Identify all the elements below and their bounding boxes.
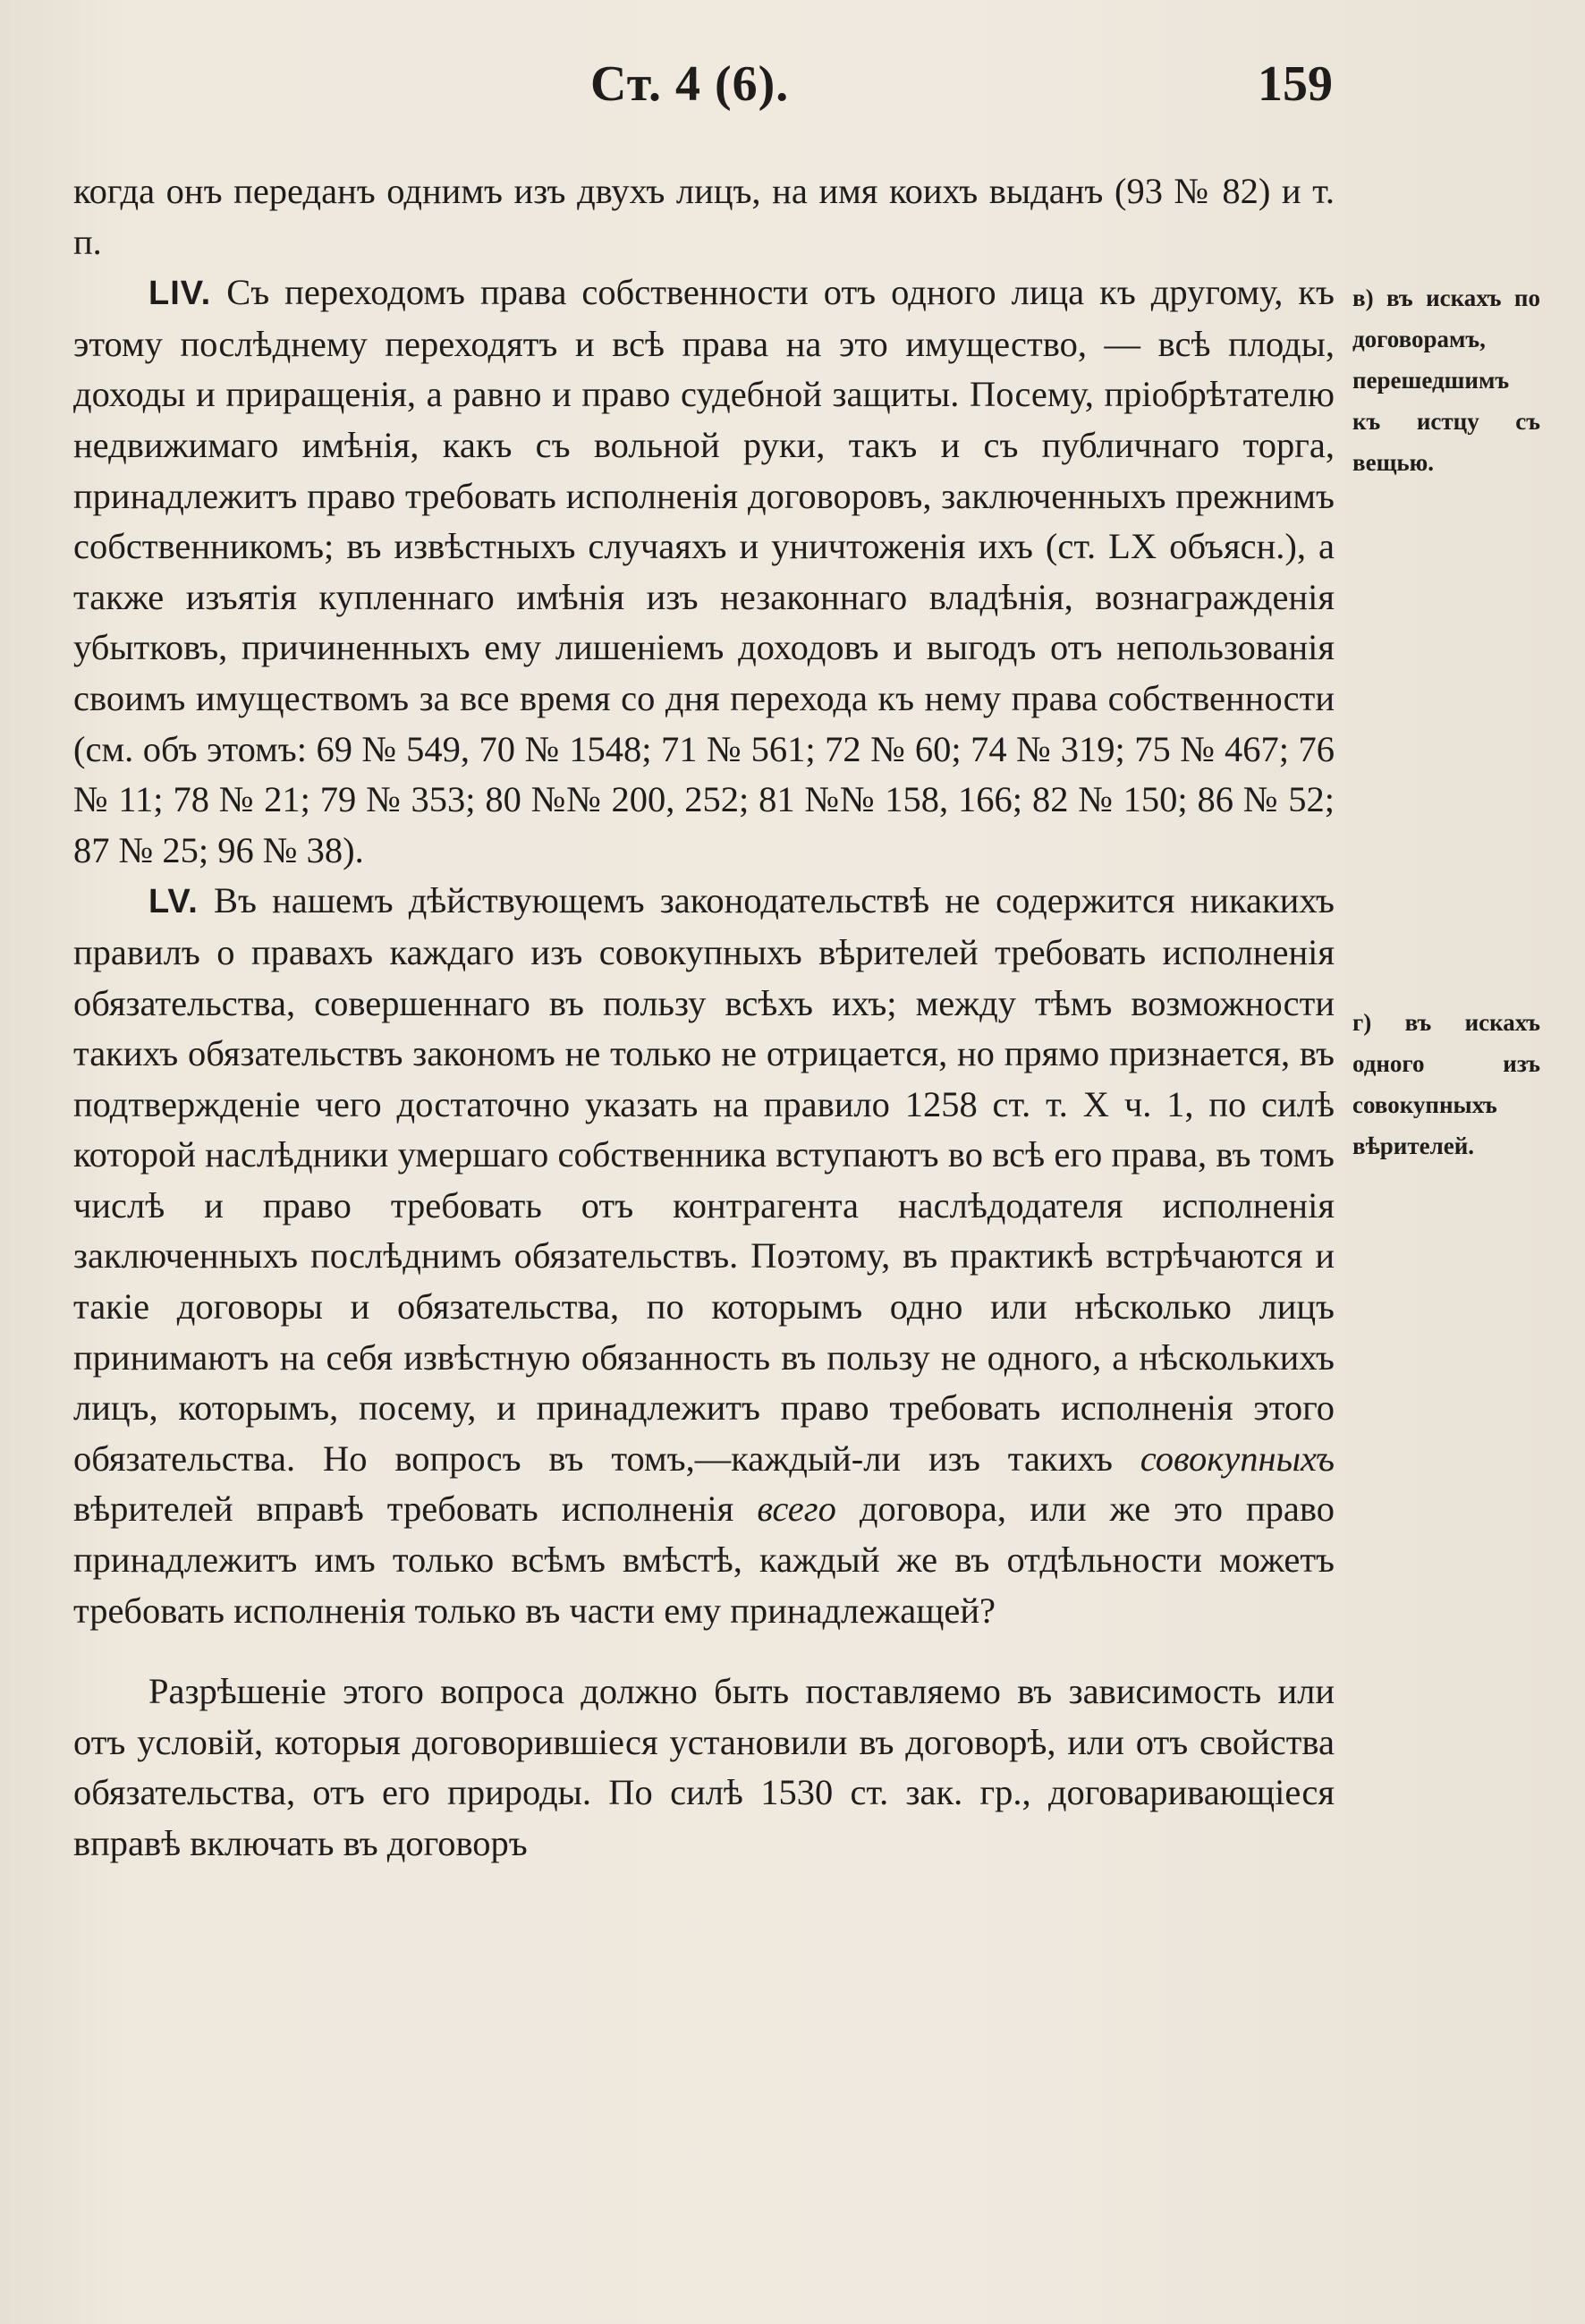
section-lv-text-2: вѣрителей вправѣ требовать исполненія [73, 1489, 758, 1530]
running-head: Ст. 4 (6). [590, 56, 790, 112]
section-lv-paragraph [73, 876, 1335, 1636]
intro-paragraph: когда онъ переданъ однимъ изъ двухъ лицъ, на имя коихъ выданъ (93 № 82) и т. п. [73, 171, 1335, 262]
section-lv-emphasis-2: всего [757, 1489, 836, 1530]
page-header [72, 55, 1333, 127]
section-lv-label: LV. [148, 883, 199, 921]
section-liv-text: Съ переходомъ права собственности отъ одного лица къ другому, къ этому послѣднему переходятъ и всѣ права на это имущество, — всѣ плоды, доходы и приращенія, а равно и право судебной защиты. Посему, пріобрѣтателю недвижимаго имѣнія, какъ съ вольной руки, такъ и съ публичнаго торга, принадлежитъ право требовать исполненія договоровъ, заключенныхъ прежнимъ собственникомъ; въ извѣстныхъ случаяхъ и уничтоженія ихъ (ст. LX объясн.), а также изъятія купленнаго имѣнія изъ незаконнаго владѣнія, вознагражденія убытковъ, причиненныхъ ему лишеніемъ доходовъ и выгодъ отъ непользованія своимъ имуществомъ за все время со дня перехода къ нему права собственности (см. объ этомъ: 69 № 549, 70 № 1548; 71 № 561; 72 № 60; 74 № 319; 75 № 467; 76 № 11; 78 № 21; 79 № 353; 80 №№ 200, 252; 81 №№ 158, 166; 82 № 150; 86 № 52; 87 № 25; 96 № 38). [73, 272, 1335, 870]
third-paragraph: Разрѣшеніе этого вопроса должно быть поставляемо въ зависимость или отъ условій, которыя договорившіеся установили въ договорѣ, или отъ свойства обязательства, отъ его природы. По силѣ 1530 ст. зак. гр., договаривающіеся вправѣ включать въ договоръ [73, 1671, 1335, 1863]
page-number: 159 [1258, 56, 1333, 112]
section-liv-label: LIV. [148, 275, 212, 313]
section-lv-emphasis-1: совокупныхъ [1140, 1438, 1335, 1479]
section-lv-text-3: договора, или же это право принадлежитъ имъ только всѣмъ вмѣстѣ, каждый же въ отдѣльности можетъ требовать исполненія только въ части ему принадлежащей? [73, 1489, 1335, 1631]
main-text [73, 166, 1335, 1870]
section-lv-text-1: Въ нашемъ дѣйствующемъ законодательствѣ не содержится никакихъ правилъ о правахъ каждаго изъ совокупныхъ вѣрителей требовать исполненія обязательства, совершеннаго въ пользу всѣхъ ихъ; между тѣмъ возможности такихъ обязательствъ закономъ не только не отрицается, но прямо признается, въ подтвержденіе чего достаточно указать на правило 1258 ст. т. X ч. 1, по силѣ которой наслѣдники умершаго собственника вступаютъ во всѣ его права, въ томъ числѣ и право требовать отъ контрагента наслѣдодателя исполненія заключенныхъ послѣднимъ обязательствъ. Поэтому, въ практикѣ встрѣчаются и такіе договоры и обязательства, по которымъ одно или нѣсколько лицъ принимаютъ на себя извѣстную обязанность въ пользу не одного, а нѣсколькихъ лицъ, которымъ, посему, и принадлежитъ право требовать исполненія этого обязательства. Но вопросъ въ томъ,—каждый-ли изъ такихъ [73, 880, 1335, 1479]
margin-note-claims-contracts: в) въ искахъ по договорамъ, перешедшимъ къ истцу съ вещью. [1352, 284, 1540, 476]
margin-note-co-creditors: г) въ искахъ одного изъ совокупныхъ вѣрителей. [1352, 1009, 1540, 1159]
section-liv-paragraph [73, 267, 1335, 876]
